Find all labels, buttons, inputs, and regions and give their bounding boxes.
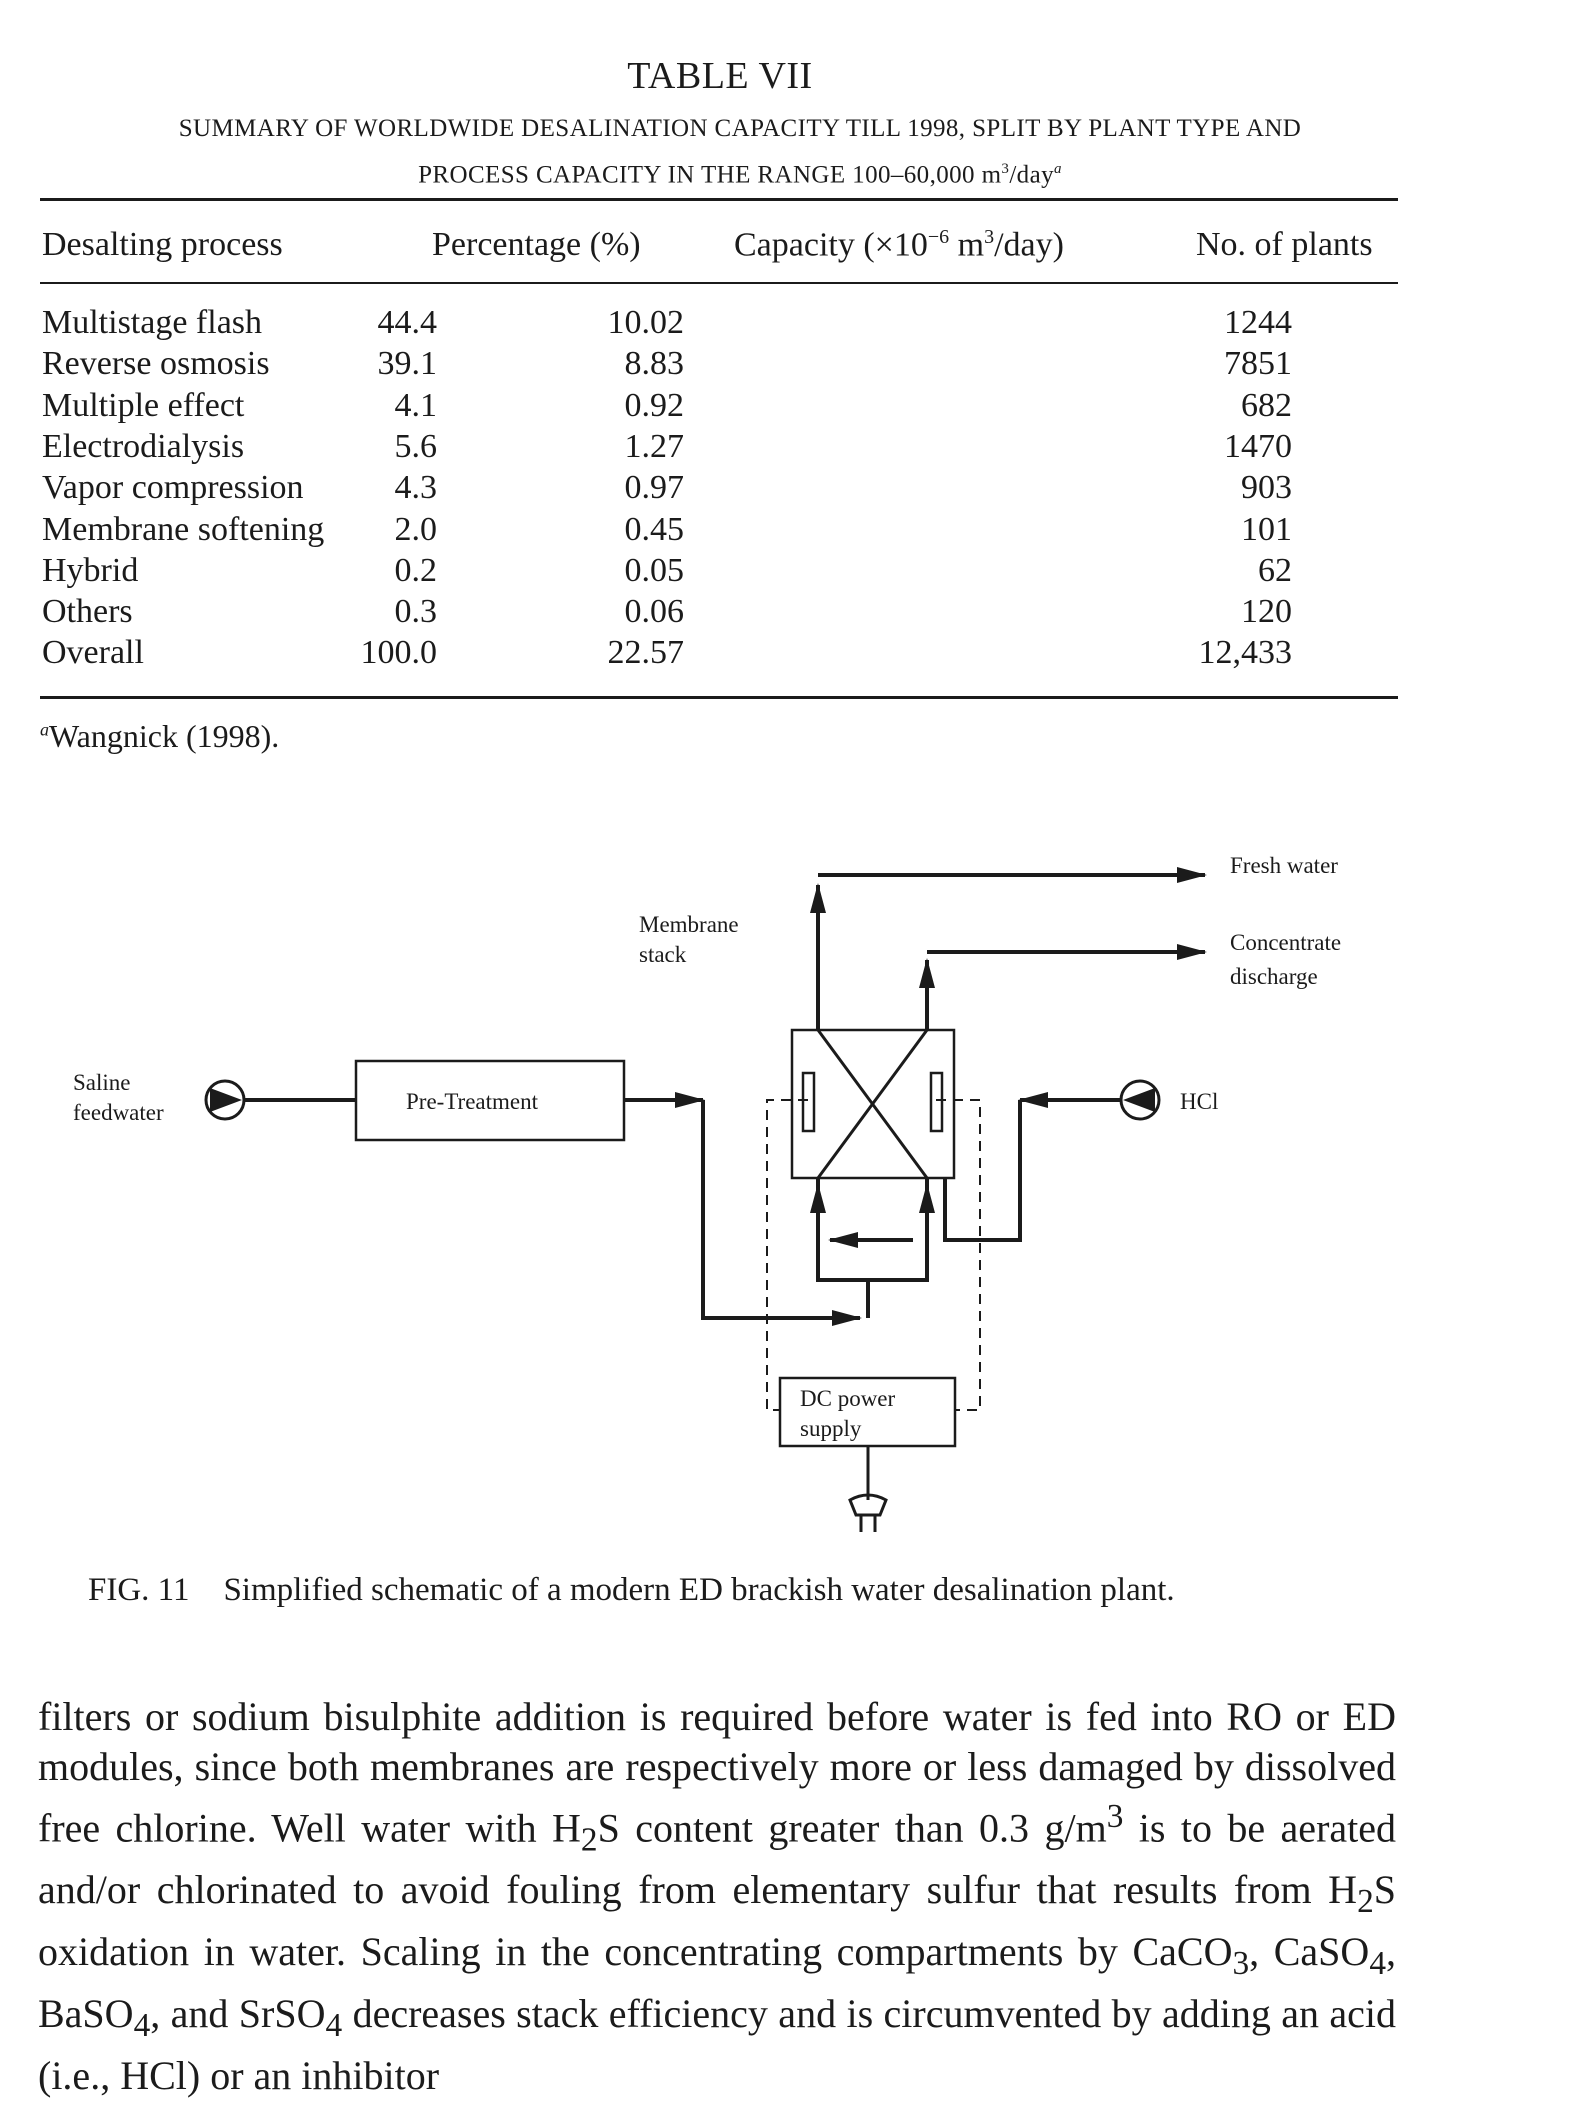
figure-number: FIG. 11 <box>88 1572 190 1608</box>
cell-process: Multistage flash <box>42 304 263 341</box>
cell-plants: 682 <box>1241 386 1292 424</box>
dc-lead-right <box>936 1100 980 1410</box>
table-bottom-rule <box>40 696 1398 699</box>
figure-caption <box>88 1572 1175 1609</box>
cell-process: Overall <box>42 634 144 672</box>
table-row <box>0 511 1440 552</box>
cell-plants: 62 <box>1258 551 1292 589</box>
cell-process: Reverse osmosis <box>42 345 270 383</box>
label-dc-power: DC power <box>800 1386 896 1411</box>
feed-to-stack-line <box>703 1100 860 1318</box>
cell-capacity: 0.05 <box>624 551 684 589</box>
electrode-left <box>803 1073 814 1131</box>
hcl-line <box>945 1100 1020 1240</box>
label-saline: Saline <box>73 1070 131 1095</box>
label-fresh-water: Fresh water <box>1230 853 1338 878</box>
hcl-pump-icon <box>1121 1081 1159 1119</box>
cell-percentage: 4.1 <box>394 386 437 424</box>
feed-pump-icon <box>206 1081 244 1119</box>
column-header-capacity: Capacity ($\times 10^{-6}$ $m^3/day$) <box>734 226 1064 264</box>
cell-plants: 7851 <box>1224 345 1292 383</box>
label-supply: supply <box>800 1416 862 1441</box>
cell-process: Vapor compression <box>42 469 304 507</box>
column-header-plants: No. of plants <box>1196 226 1373 263</box>
table-row <box>0 593 1440 634</box>
table-caption-line2: PROCESS CAPACITY IN THE RANGE 100–60,000 $m^3/day^a$ <box>418 161 1062 189</box>
table-footnote: $^a$Wangnick (1998). <box>40 718 280 754</box>
column-header-process: Desalting process <box>42 226 283 263</box>
cell-percentage: 0.2 <box>394 551 437 589</box>
cell-plants: 101 <box>1241 510 1292 548</box>
label-concentrate: Concentrate <box>1230 930 1342 955</box>
cell-capacity: 0.97 <box>624 469 684 507</box>
label-feedwater: feedwater <box>73 1100 164 1125</box>
label-membrane: Membrane <box>639 912 739 937</box>
cell-percentage: 5.6 <box>394 427 437 465</box>
table-row <box>0 387 1440 428</box>
label-hcl: HCl <box>1180 1089 1219 1114</box>
cell-percentage: 100.0 <box>360 634 437 672</box>
cell-percentage: 44.4 <box>377 304 437 341</box>
cell-percentage: 0.3 <box>394 593 437 631</box>
dc-lead-left <box>767 1100 808 1410</box>
cell-capacity: 22.57 <box>607 634 684 672</box>
cell-plants: 12,433 <box>1198 634 1292 672</box>
cell-percentage: 39.1 <box>377 345 437 383</box>
table-top-rule <box>40 198 1398 201</box>
label-pretreatment: Pre-Treatment <box>406 1089 539 1114</box>
ed-plant-schematic <box>0 820 1570 1560</box>
table-row <box>0 304 1440 345</box>
cell-percentage: 2.0 <box>394 510 437 548</box>
power-plug-icon <box>850 1446 886 1532</box>
body-paragraph: filters or sodium bisulphite addition is required before water is fed into RO or ED modules, since both membranes are respectively more or less damaged by dissolved free chlorine. Well water with $H_2S$ content greater than 0.3 $g/m^3$ is to be aerated and/or chlorinated to avoid fouling from elementary sulfur that results from $H_2S$ oxidation in water. Scaling in the concentrating compartments by CaCO$_3$, CaSO$_4$, BaSO$_4$, and SrSO$_4$ decreases stack efficiency and is circumvented by adding an acid (i.e., HCl) or an inhibitor <box>38 1694 1397 2099</box>
label-discharge: discharge <box>1230 964 1318 989</box>
cell-plants: 120 <box>1241 593 1292 631</box>
figure-caption-text: Simplified schematic of a modern ED brackish water desalination plant. <box>223 1572 1175 1608</box>
table-caption <box>40 108 1440 195</box>
label-stack: stack <box>639 942 687 967</box>
cell-percentage: 4.3 <box>394 469 437 507</box>
table-label: TABLE VII <box>627 55 813 97</box>
cell-plants: 1470 <box>1224 427 1292 465</box>
cell-process: Others <box>42 593 133 631</box>
table-row <box>0 428 1440 469</box>
cell-capacity: 0.06 <box>624 593 684 631</box>
cell-capacity: 0.92 <box>624 386 684 424</box>
table-row <box>0 634 1440 675</box>
cell-process: Electrodialysis <box>42 427 245 465</box>
column-header-percentage: Percentage (%) <box>432 226 641 263</box>
table-row <box>0 552 1440 593</box>
cell-capacity: 0.45 <box>624 510 684 548</box>
table-header-rule <box>40 282 1398 284</box>
cell-process: Hybrid <box>42 551 139 589</box>
cell-capacity: 8.83 <box>624 345 684 383</box>
table-row <box>0 469 1440 510</box>
cell-process: Membrane softening <box>42 510 325 548</box>
cell-plants: 1244 <box>1224 304 1292 341</box>
cell-process: Multiple effect <box>42 386 245 424</box>
electrode-right <box>931 1073 942 1131</box>
table-caption-line1: SUMMARY OF WORLDWIDE DESALINATION CAPACITY TILL 1998, SPLIT BY PLANT TYPE AND <box>178 115 1302 142</box>
cell-capacity: 10.02 <box>607 304 684 341</box>
cell-plants: 903 <box>1241 469 1292 507</box>
stack-inlet-manifold <box>818 1178 927 1280</box>
cell-capacity: 1.27 <box>624 427 684 465</box>
table-row <box>0 345 1440 386</box>
